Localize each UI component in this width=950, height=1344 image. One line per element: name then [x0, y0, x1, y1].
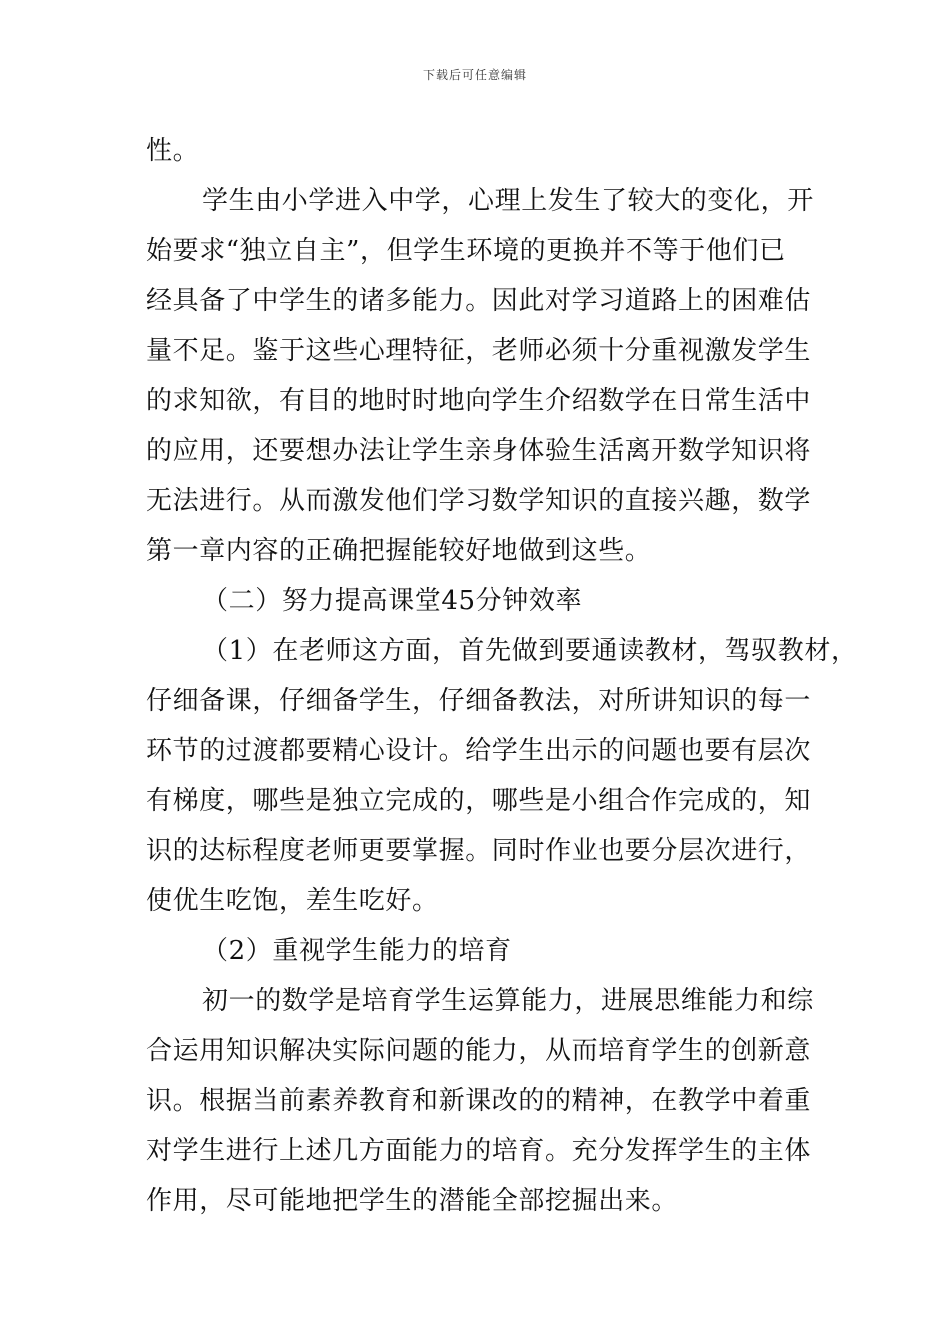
- text-line: 的应用，还要想办法让学生亲身体验生活离开数学知识将: [146, 436, 812, 466]
- text-line: 有梯度，哪些是独立完成的，哪些是小组合作完成的，知: [146, 786, 812, 816]
- text-line: 对学生进行上述几方面能力的培育。充分发挥学生的主体: [146, 1136, 812, 1166]
- text-line: 经具备了中学生的诸多能力。因此对学习道路上的困难估: [146, 286, 812, 316]
- text-line: 初一的数学是培育学生运算能力，进展思维能力和综: [202, 986, 814, 1016]
- text-line: 仔细备课，仔细备学生，仔细备教法，对所讲知识的每一: [146, 686, 812, 716]
- text-line: 环节的过渡都要精心设计。给学生出示的问题也要有层次: [146, 736, 812, 766]
- text-line: 使优生吃饱，差生吃好。: [146, 886, 439, 916]
- text-line: 学生由小学进入中学，心理上发生了较大的变化，开: [202, 186, 814, 216]
- page-header: 下载后可任意编辑: [422, 68, 527, 82]
- text-line: 识的达标程度老师更要掌握。同时作业也要分层次进行，: [146, 836, 812, 866]
- text-line: 无法进行。从而激发他们学习数学知识的直接兴趣，数学: [146, 486, 812, 516]
- text-line: 识。根据当前素养教育和新课改的的精神，在教学中着重: [146, 1086, 812, 1116]
- text-line: 合运用知识解决实际问题的能力，从而培育学生的创新意: [146, 1036, 812, 1066]
- text-line: 作用，尽可能地把学生的潜能全部挖掘出来。: [146, 1186, 679, 1216]
- section-heading: （二）努力提高课堂45分钟效率: [202, 586, 583, 616]
- text-line: 第一章内容的正确把握能较好地做到这些。: [146, 536, 652, 566]
- text-line: 的求知欲，有目的地时时地向学生介绍数学在日常生活中: [146, 386, 812, 416]
- text-line: 始要求“独立自主”，但学生环境的更换并不等于他们已: [146, 236, 786, 266]
- text-line: （1）在老师这方面，首先做到要通读教材，驾驭教材，: [202, 636, 858, 666]
- section-heading: （2）重视学生能力的培育: [202, 936, 512, 966]
- text-line: 量不足。鉴于这些心理特征，老师必须十分重视激发学生: [146, 336, 812, 366]
- text-line: 性。: [146, 136, 200, 166]
- document-body: [146, 126, 858, 1226]
